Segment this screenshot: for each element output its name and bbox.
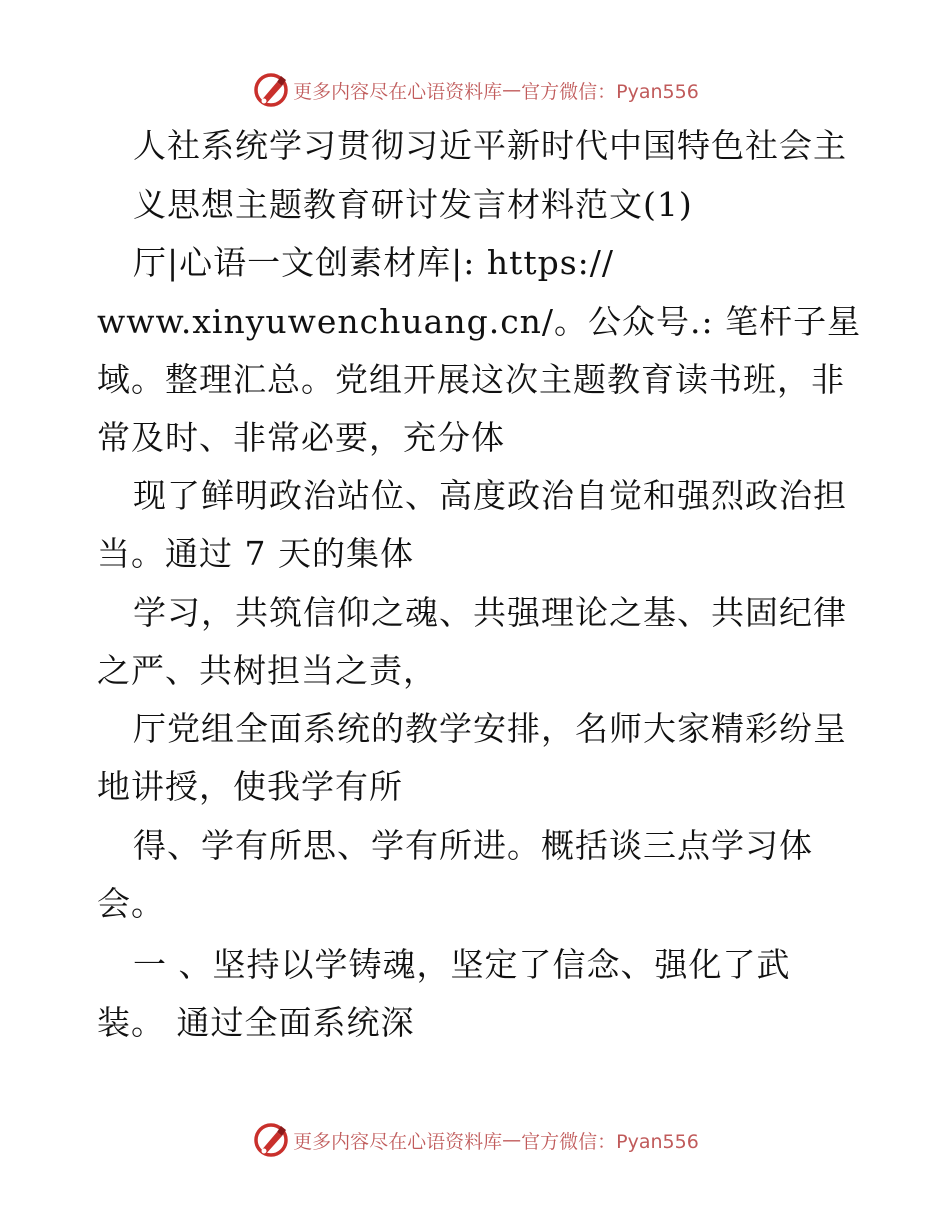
doc-section-heading-line: 一 、坚持以学铸魂，坚定了信念、强化了武: [133, 945, 791, 984]
footer-watermark: [0, 1118, 950, 1162]
watermark-wechat-text: 官方微信：Pyan556: [521, 1130, 699, 1153]
header-watermark: [0, 68, 950, 112]
doc-line: 装。 通过全面系统深: [97, 1003, 415, 1042]
doc-title-line-2: 义思想主题教育研讨发言材料范文(1): [133, 185, 693, 224]
doc-line: www.xinyuwenchuang.cn/。公众号.: 笔杆子星: [97, 302, 862, 341]
doc-line: 学习，共筑信仰之魂、共强理论之基、共固纪律: [133, 593, 847, 632]
doc-line: 厅|心语一文创素材库|: https://: [133, 243, 615, 282]
doc-line: 会。: [97, 884, 165, 923]
doc-line: 得、学有所思、学有所进。概括谈三点学习体: [133, 826, 813, 865]
doc-line: 当。通过 7 天的集体: [97, 534, 414, 573]
doc-line: 之严、共树担当之责，: [97, 651, 437, 690]
pen-logo-icon: [251, 1120, 291, 1160]
doc-title-line-1: 人社系统学习贯彻习近平新时代中国特色社会主: [133, 126, 847, 165]
watermark-wechat-text: 官方微信：Pyan556: [521, 80, 699, 103]
watermark-separator: —: [502, 79, 522, 101]
watermark-brand-text: 更多内容尽在心语资料库: [293, 1130, 503, 1153]
doc-line: 地讲授，使我学有所: [97, 767, 403, 806]
doc-line: 常及时、非常必要，充分体: [97, 418, 505, 457]
watermark-brand-text: 更多内容尽在心语资料库: [293, 80, 503, 103]
pen-logo-icon: [251, 70, 291, 110]
doc-line: 域。整理汇总。党组开展这次主题教育读书班，非: [97, 360, 845, 399]
doc-line: 厅党组全面系统的教学安排，名师大家精彩纷呈: [133, 709, 847, 748]
doc-line: 现了鲜明政治站位、高度政治自觉和强烈政治担: [133, 476, 847, 515]
watermark-separator: —: [502, 1129, 522, 1151]
